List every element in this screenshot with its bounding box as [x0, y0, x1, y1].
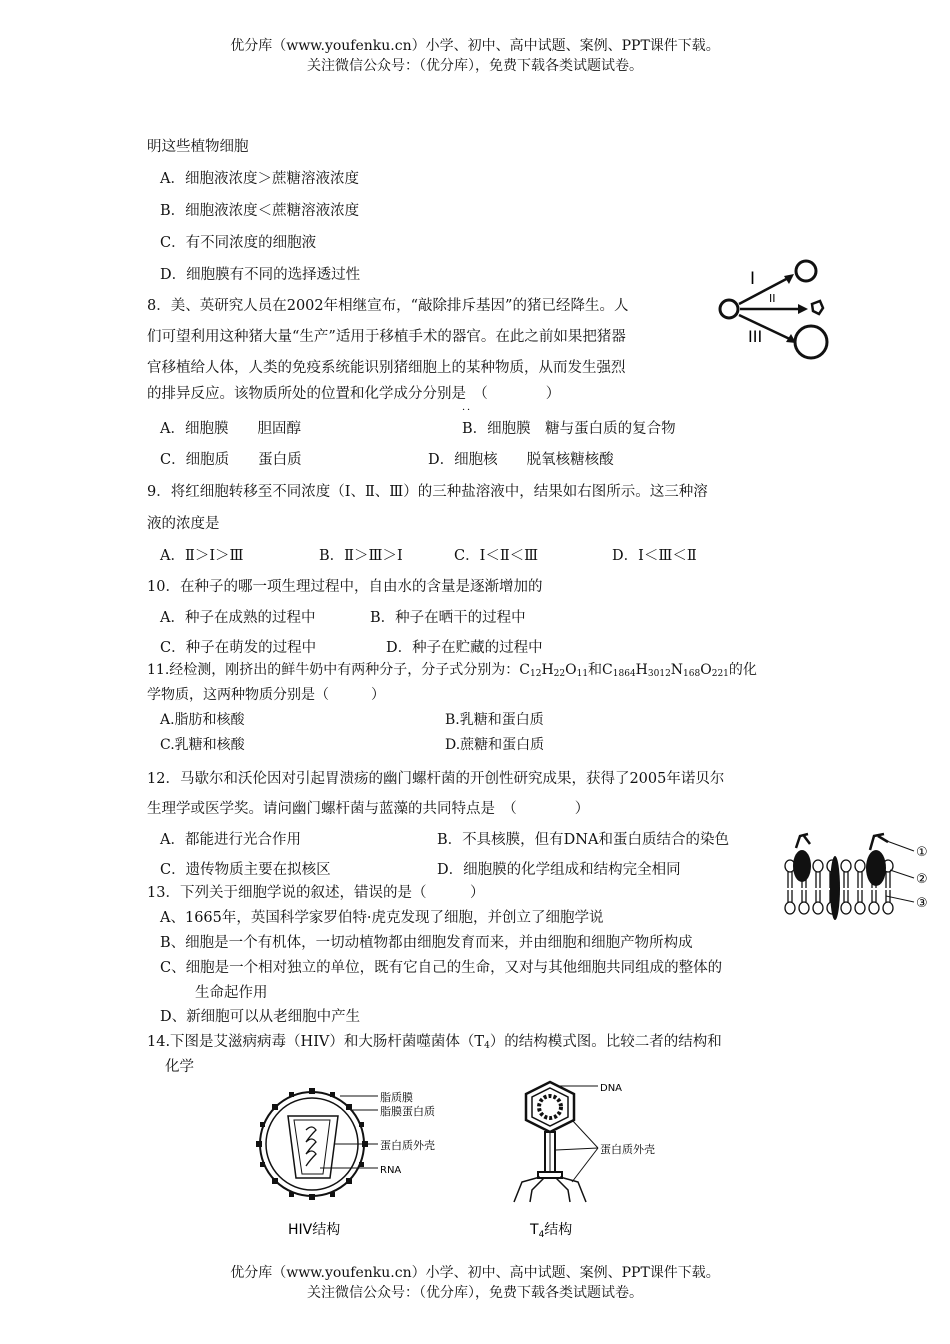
cell-shape-i: [796, 261, 816, 281]
membrane-protein: [866, 850, 886, 886]
phospholipid-molecule: [813, 860, 823, 914]
q8-stem-line4: 的排异反应。该物质所处的位置和化学成分分别是 （ ）: [147, 386, 561, 402]
q8-option-a: A．细胞膜 胆固醇: [160, 421, 301, 437]
tail-fiber: [556, 1178, 570, 1202]
membrane-protein: [793, 850, 811, 882]
hiv-capsid: [288, 1116, 338, 1178]
swollen-cell-shape-iii: [795, 326, 827, 358]
t4-caption: $T_4$结构: [530, 1222, 573, 1240]
q12-option-a: A．都能进行光合作用: [160, 832, 301, 848]
page-header-line1: 优分库（www.youfenku.cn）小学、初中、高中试题、案例、PPT课件下载。: [230, 38, 720, 54]
q12-option-d: D．细胞膜的化学组成和结构完全相同: [437, 862, 681, 878]
q9-stem-line1: 9．将红细胞转移至不同浓度（Ⅰ、Ⅱ、Ⅲ）的三种盐溶液中，结果如右图所示。这三种溶: [147, 484, 708, 500]
t4-dna: [539, 1096, 561, 1118]
arrow-ii-head: [798, 304, 808, 314]
figure-label-iii: III: [748, 327, 763, 346]
q12-option-b: B．不具核膜，但有DNA和蛋白质结合的染色: [437, 832, 729, 848]
t4-head: [526, 1082, 574, 1132]
q7-option-d: D．细胞膜有不同的选择透过性: [160, 267, 361, 283]
q9-option-c: C．Ⅰ＜Ⅱ＜Ⅲ: [454, 548, 539, 564]
hiv-label-rna: RNA: [380, 1165, 402, 1176]
arrow-i: [739, 276, 792, 304]
leader-line: [556, 1148, 598, 1150]
q8-option-b: B．细胞膜 糖与蛋白质的复合物: [462, 421, 676, 437]
tail-fiber: [530, 1178, 544, 1202]
phospholipid-molecule: [855, 860, 865, 914]
hiv-label-protein-coat: 蛋白质外壳: [380, 1139, 435, 1152]
q8-stem-line1: 8．美、英研究人员在2002年相继宣布，“敲除排斥基因”的猪已经降生。人: [147, 298, 629, 314]
glycoprotein-chain: [796, 834, 810, 848]
q8-option-c: C．细胞质 蛋白质: [160, 452, 302, 468]
formula-protein: $C_{1864}H_{3012}N_{168}O_{221}$: [602, 662, 729, 679]
label-line-2: [890, 870, 914, 878]
t4-label-protein-coat: 蛋白质外壳: [600, 1143, 655, 1156]
figure-label-1: ①: [916, 845, 928, 860]
q13-option-c-line2: 生命起作用: [195, 985, 268, 1001]
q10-option-c: C．种子在萌发的过程中: [160, 640, 317, 656]
q11-stem-line1: 11.经检测，刚挤出的鲜牛奶中有两种分子，分子式分别为：$C_{12}H_{22}O_{11}$和$C_{1864}H_{3012}N_{168}O_{221}$的化: [147, 662, 757, 679]
q11-option-c: C.乳糖和核酸: [160, 737, 245, 753]
hiv-label-lipoprotein: 脂膜蛋白质: [380, 1105, 435, 1118]
leader-line: [572, 1120, 598, 1148]
hiv-caption: HIV结构: [288, 1222, 341, 1238]
phospholipid-molecule: [841, 860, 851, 914]
q9-option-a: A．Ⅱ＞Ⅰ＞Ⅲ: [160, 548, 244, 564]
q14-stem-line1: 14.下图是艾滋病病毒（HIV）和大肠杆菌噬菌体$(T_4)$的结构模式图。比较二者的结构和: [147, 1034, 722, 1051]
figure-label-i: I: [750, 269, 756, 289]
q14-stem-line2: 化学: [165, 1059, 194, 1075]
q7-option-c: C．有不同浓度的细胞液: [160, 235, 317, 251]
cell-membrane-figure: [778, 826, 948, 926]
q8-stem-line3: 官移植给人体，人类的免疫系统能识别猪细胞上的某种物质，从而发生强烈: [147, 360, 626, 376]
q12-stem-line2: 生理学或医学奖。请问幽门螺杆菌与蓝藻的共同特点是 （ ）: [147, 801, 590, 817]
hiv-label-lipid-membrane: 脂质膜: [380, 1091, 413, 1104]
q12-stem-line1: 12．马歇尔和沃伦因对引起胃溃疡的幽门螺杆菌的开创性研究成果，获得了2005年诺贝尔: [147, 771, 725, 787]
q8-stem-line2: 们可望利用这种猪大量“生产”适用于移植手术的器官。在此之前如果把猪器: [147, 329, 626, 345]
leader-line: [572, 1148, 598, 1182]
q10-option-b: B．种子在晒干的过程中: [370, 610, 526, 626]
membrane-protein: [830, 856, 840, 920]
q7-continuation: 明这些植物细胞: [147, 139, 249, 155]
t4-label-dna: DNA: [600, 1083, 623, 1094]
q11-option-b: B.乳糖和蛋白质: [445, 712, 544, 728]
figure-label-2: ②: [916, 872, 928, 887]
tail-fiber: [514, 1177, 540, 1202]
page-footer-line2: 关注微信公众号：（优分库），免费下载各类试题试卷。: [307, 1285, 643, 1301]
q13-stem: 13．下列关于细胞学说的叙述，错误的是（ ）: [147, 885, 485, 901]
shrunken-cell-shape-ii: [812, 301, 823, 314]
q7-option-a: A．细胞液浓度＞蔗糖溶液浓度: [160, 171, 359, 187]
t4-phage-structure-figure: [500, 1078, 690, 1243]
figure-label-ii: II: [769, 292, 776, 305]
q7-option-b: B．细胞液浓度＜蔗糖溶液浓度: [160, 203, 360, 219]
glycoprotein-chain: [870, 834, 888, 850]
q13-option-b: B、细胞是一个有机体，一切动植物都由细胞发育而来，并由细胞和细胞产物所构成: [160, 935, 693, 951]
q13-option-a: A、1665年，英国科学家罗伯特·虎克发现了细胞，并创立了细胞学说: [160, 910, 604, 926]
figure-label-3: ③: [916, 896, 928, 911]
q8-option-d: D．细胞核 脱氧核糖核酸: [428, 452, 614, 468]
q11-stem-line2: 学物质，这两种物质分别是（ ）: [147, 687, 385, 703]
q11-stem-text: 11.经检测，刚挤出的鲜牛奶中有两种分子，分子式分别为：: [147, 662, 520, 678]
q10-stem: 10．在种子的哪一项生理过程中，自由水的含量是逐渐增加的: [147, 579, 543, 595]
t4-baseplate: [538, 1172, 562, 1178]
label-line-1: [884, 840, 914, 851]
q12-option-c: C．遗传物质主要在拟核区: [160, 862, 331, 878]
q8-emphasis-dots: ．．: [462, 402, 477, 413]
q11-option-a: A.脂肪和核酸: [160, 712, 245, 728]
red-cell-osmosis-figure: [712, 258, 832, 368]
hiv-rna: [306, 1127, 316, 1166]
normal-cell-shape: [720, 300, 738, 318]
q10-option-d: D．种子在贮藏的过程中: [386, 640, 543, 656]
page-header-line2: 关注微信公众号：（优分库），免费下载各类试题试卷。: [307, 58, 643, 74]
q9-stem-line2: 液的浓度是: [147, 516, 220, 532]
q10-option-a: A．种子在成熟的过程中: [160, 610, 316, 626]
formula-lactose: $C_{12}H_{22}O_{11}$: [519, 662, 589, 679]
q13-option-d: D、新细胞可以从老细胞中产生: [160, 1009, 361, 1025]
q9-option-d: D．Ⅰ＜Ⅲ＜Ⅱ: [612, 548, 697, 564]
hiv-structure-figure: [252, 1082, 482, 1242]
q11-option-d: D.蔗糖和蛋白质: [445, 737, 545, 753]
q13-option-c-line1: C、细胞是一个相对独立的单位，既有它自己的生命，又对与其他细胞共同组成的整体的: [160, 960, 723, 976]
page-footer-line1: 优分库（www.youfenku.cn）小学、初中、高中试题、案例、PPT课件下载。: [230, 1265, 720, 1281]
q9-option-b: B．Ⅱ＞Ⅲ＞Ⅰ: [319, 548, 403, 564]
